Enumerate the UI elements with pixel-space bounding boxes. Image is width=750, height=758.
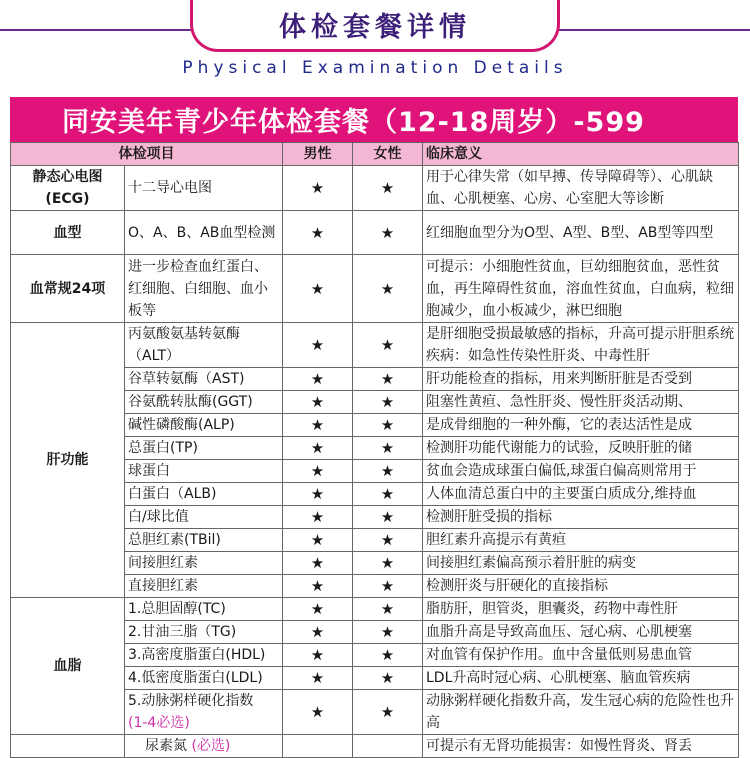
female-cell: ★ [353,437,423,460]
item-note: (必选) [191,738,231,754]
item-label: 5.动脉粥样硬化指数 [128,693,254,709]
meaning-cell [423,391,739,414]
item-cell: 4.低密度脂蛋白(LDL) [125,667,283,690]
female-cell: ★ [353,598,423,621]
meaning-text: 动脉粥样硬化指数升高，发生冠心病的危险性也升高 [426,693,734,731]
item-cell: 谷氨酰转肽酶(GGT) [125,391,283,414]
male-cell: ★ [283,529,353,552]
male-cell: ★ [283,391,353,414]
female-cell: ★ [353,323,423,368]
female-cell: ★ [353,506,423,529]
female-cell [353,735,423,758]
meaning-cell [423,483,739,506]
item-note: (1-4必选) [128,715,190,731]
col-header-female: 女性 [353,143,423,166]
table-row [11,323,739,368]
table-row [11,166,739,211]
female-cell: ★ [353,368,423,391]
male-cell: ★ [283,460,353,483]
female-cell: ★ [353,483,423,506]
meaning-cell [423,323,739,368]
item-cell: 白/球比值 [125,506,283,529]
page-subtitle: Physical Examination Details [182,58,568,78]
item-cell: 3.高密度脂蛋白(HDL) [125,644,283,667]
meaning-text: 对血管有保护作用。血中含量低则易患血管 [426,647,692,663]
meaning-cell [423,211,739,255]
male-cell: ★ [283,166,353,211]
table-row [11,598,739,621]
item-cell: 2.甘油三脂（TG) [125,621,283,644]
category-cell: 血型 [11,211,125,255]
meaning-cell [423,598,739,621]
category-cell [11,735,125,758]
male-cell: ★ [283,621,353,644]
meaning-text: 检测肝脏受损的指标 [426,509,552,525]
table-row [11,255,739,323]
meaning-cell [423,644,739,667]
meaning-cell [423,575,739,598]
table-row [11,211,739,255]
item-cell: 球蛋白 [125,460,283,483]
meaning-text: LDL升高时冠心病、心肌梗塞、脑血管疾病 [426,670,691,686]
category-cell: 肝功能 [11,323,125,598]
meaning-cell [423,437,739,460]
col-header-male: 男性 [283,143,353,166]
female-cell: ★ [353,460,423,483]
meaning-cell [423,414,739,437]
female-cell: ★ [353,211,423,255]
meaning-text: 贫血会造成球蛋白偏低,球蛋白偏高则常用于 [426,463,697,479]
category-cell: 血常规24项 [11,255,125,323]
male-cell: ★ [283,575,353,598]
table-row [11,735,739,758]
item-cell: 总胆红素(TBil) [125,529,283,552]
meaning-text: 脂肪肝，胆管炎，胆囊炎，药物中毒性肝 [426,601,678,617]
meaning-text: 可提示：小细胞性贫血，巨幼细胞贫血，恶性贫血，再生障碍性贫血，溶血性贫血，白血病，粒细胞减少，血小板减少，淋巴细胞 [426,258,734,319]
meaning-text: 血脂升高是导致高血压、冠心病、心肌梗塞 [426,624,692,640]
meaning-text: 可提示有无肾功能损害：如慢性肾炎、肾丢 [426,738,692,754]
meaning-text: 检测肝功能代谢能力的试验，反映肝脏的储 [426,440,692,456]
meaning-cell [423,255,739,323]
category-cell: 血脂 [11,598,125,735]
female-cell: ★ [353,255,423,323]
meaning-cell [423,690,739,735]
female-cell: ★ [353,644,423,667]
title-pill [190,0,560,52]
category-cell [11,166,125,211]
male-cell: ★ [283,323,353,368]
female-cell: ★ [353,552,423,575]
meaning-cell [423,735,739,758]
meaning-text: 人体血清总蛋白中的主要蛋白质成分,维持血 [426,486,697,502]
meaning-text: 红细胞血型分为O型、A型、B型、AB型等四型 [426,224,714,241]
male-cell: ★ [283,483,353,506]
meaning-text: 肝功能检查的指标，用来判断肝脏是否受到 [426,371,692,387]
item-cell: 直接胆红素 [125,575,283,598]
meaning-text: 间接胆红素偏高预示着肝脏的病变 [426,555,636,571]
female-cell: ★ [353,166,423,211]
meaning-cell [423,621,739,644]
package-banner: 同安美年青少年体检套餐（12-18周岁）-599 [10,97,738,142]
female-cell: ★ [353,391,423,414]
item-cell: 进一步检查血红蛋白、红细胞、白细胞、血小板等 [125,255,283,323]
male-cell: ★ [283,368,353,391]
exam-table [10,142,739,758]
meaning-text: 检测肝炎与肝硬化的直接指标 [426,578,608,594]
meaning-text: 是成骨细胞的一种外酶，它的表达活性是成 [426,417,692,433]
meaning-text: 胆红素升高提示有黄疸 [426,532,566,548]
male-cell [283,735,353,758]
item-cell: 十二导心电图 [125,166,283,211]
item-label: 尿素氮 [145,738,187,754]
male-cell: ★ [283,690,353,735]
meaning-cell [423,552,739,575]
male-cell: ★ [283,552,353,575]
col-header-meaning: 临床意义 [423,143,739,166]
meaning-text: 阻塞性黄疸、急性肝炎、慢性肝炎活动期、 [426,394,692,410]
male-cell: ★ [283,211,353,255]
meaning-cell [423,506,739,529]
male-cell: ★ [283,414,353,437]
table-header-row [11,143,739,166]
item-cell [125,690,283,735]
item-cell: 总蛋白(TP) [125,437,283,460]
col-header-item: 体检项目 [11,143,283,166]
male-cell: ★ [283,667,353,690]
female-cell: ★ [353,690,423,735]
meaning-cell [423,667,739,690]
male-cell: ★ [283,644,353,667]
meaning-text: 用于心律失常（如早搏、传导障碍等）、心肌缺血、心肌梗塞、心房、心室肥大等诊断 [426,169,713,207]
page-title: 体检套餐详情 [279,12,471,43]
female-cell: ★ [353,621,423,644]
meaning-cell [423,529,739,552]
male-cell: ★ [283,437,353,460]
item-cell [125,735,283,758]
item-cell: 丙氨酸氨基转氨酶（ALT） [125,323,283,368]
meaning-cell [423,166,739,211]
meaning-cell [423,368,739,391]
male-cell: ★ [283,598,353,621]
male-cell: ★ [283,255,353,323]
meaning-text: 是肝细胞受损最敏感的指标，升高可提示肝胆系统疾病：如急性传染性肝炎、中毒性肝 [426,326,734,364]
title-area [0,0,750,90]
item-cell: 碱性磷酸酶(ALP) [125,414,283,437]
male-cell: ★ [283,506,353,529]
female-cell: ★ [353,575,423,598]
female-cell: ★ [353,529,423,552]
item-cell: 白蛋白（ALB) [125,483,283,506]
female-cell: ★ [353,414,423,437]
female-cell: ★ [353,667,423,690]
item-cell: 1.总胆固醇(TC) [125,598,283,621]
item-cell: O、A、B、AB血型检测 [125,211,283,255]
item-cell: 谷草转氨酶（AST) [125,368,283,391]
item-cell: 间接胆红素 [125,552,283,575]
meaning-cell [423,460,739,483]
category-label: 静态心电图 (ECG) [32,169,103,207]
